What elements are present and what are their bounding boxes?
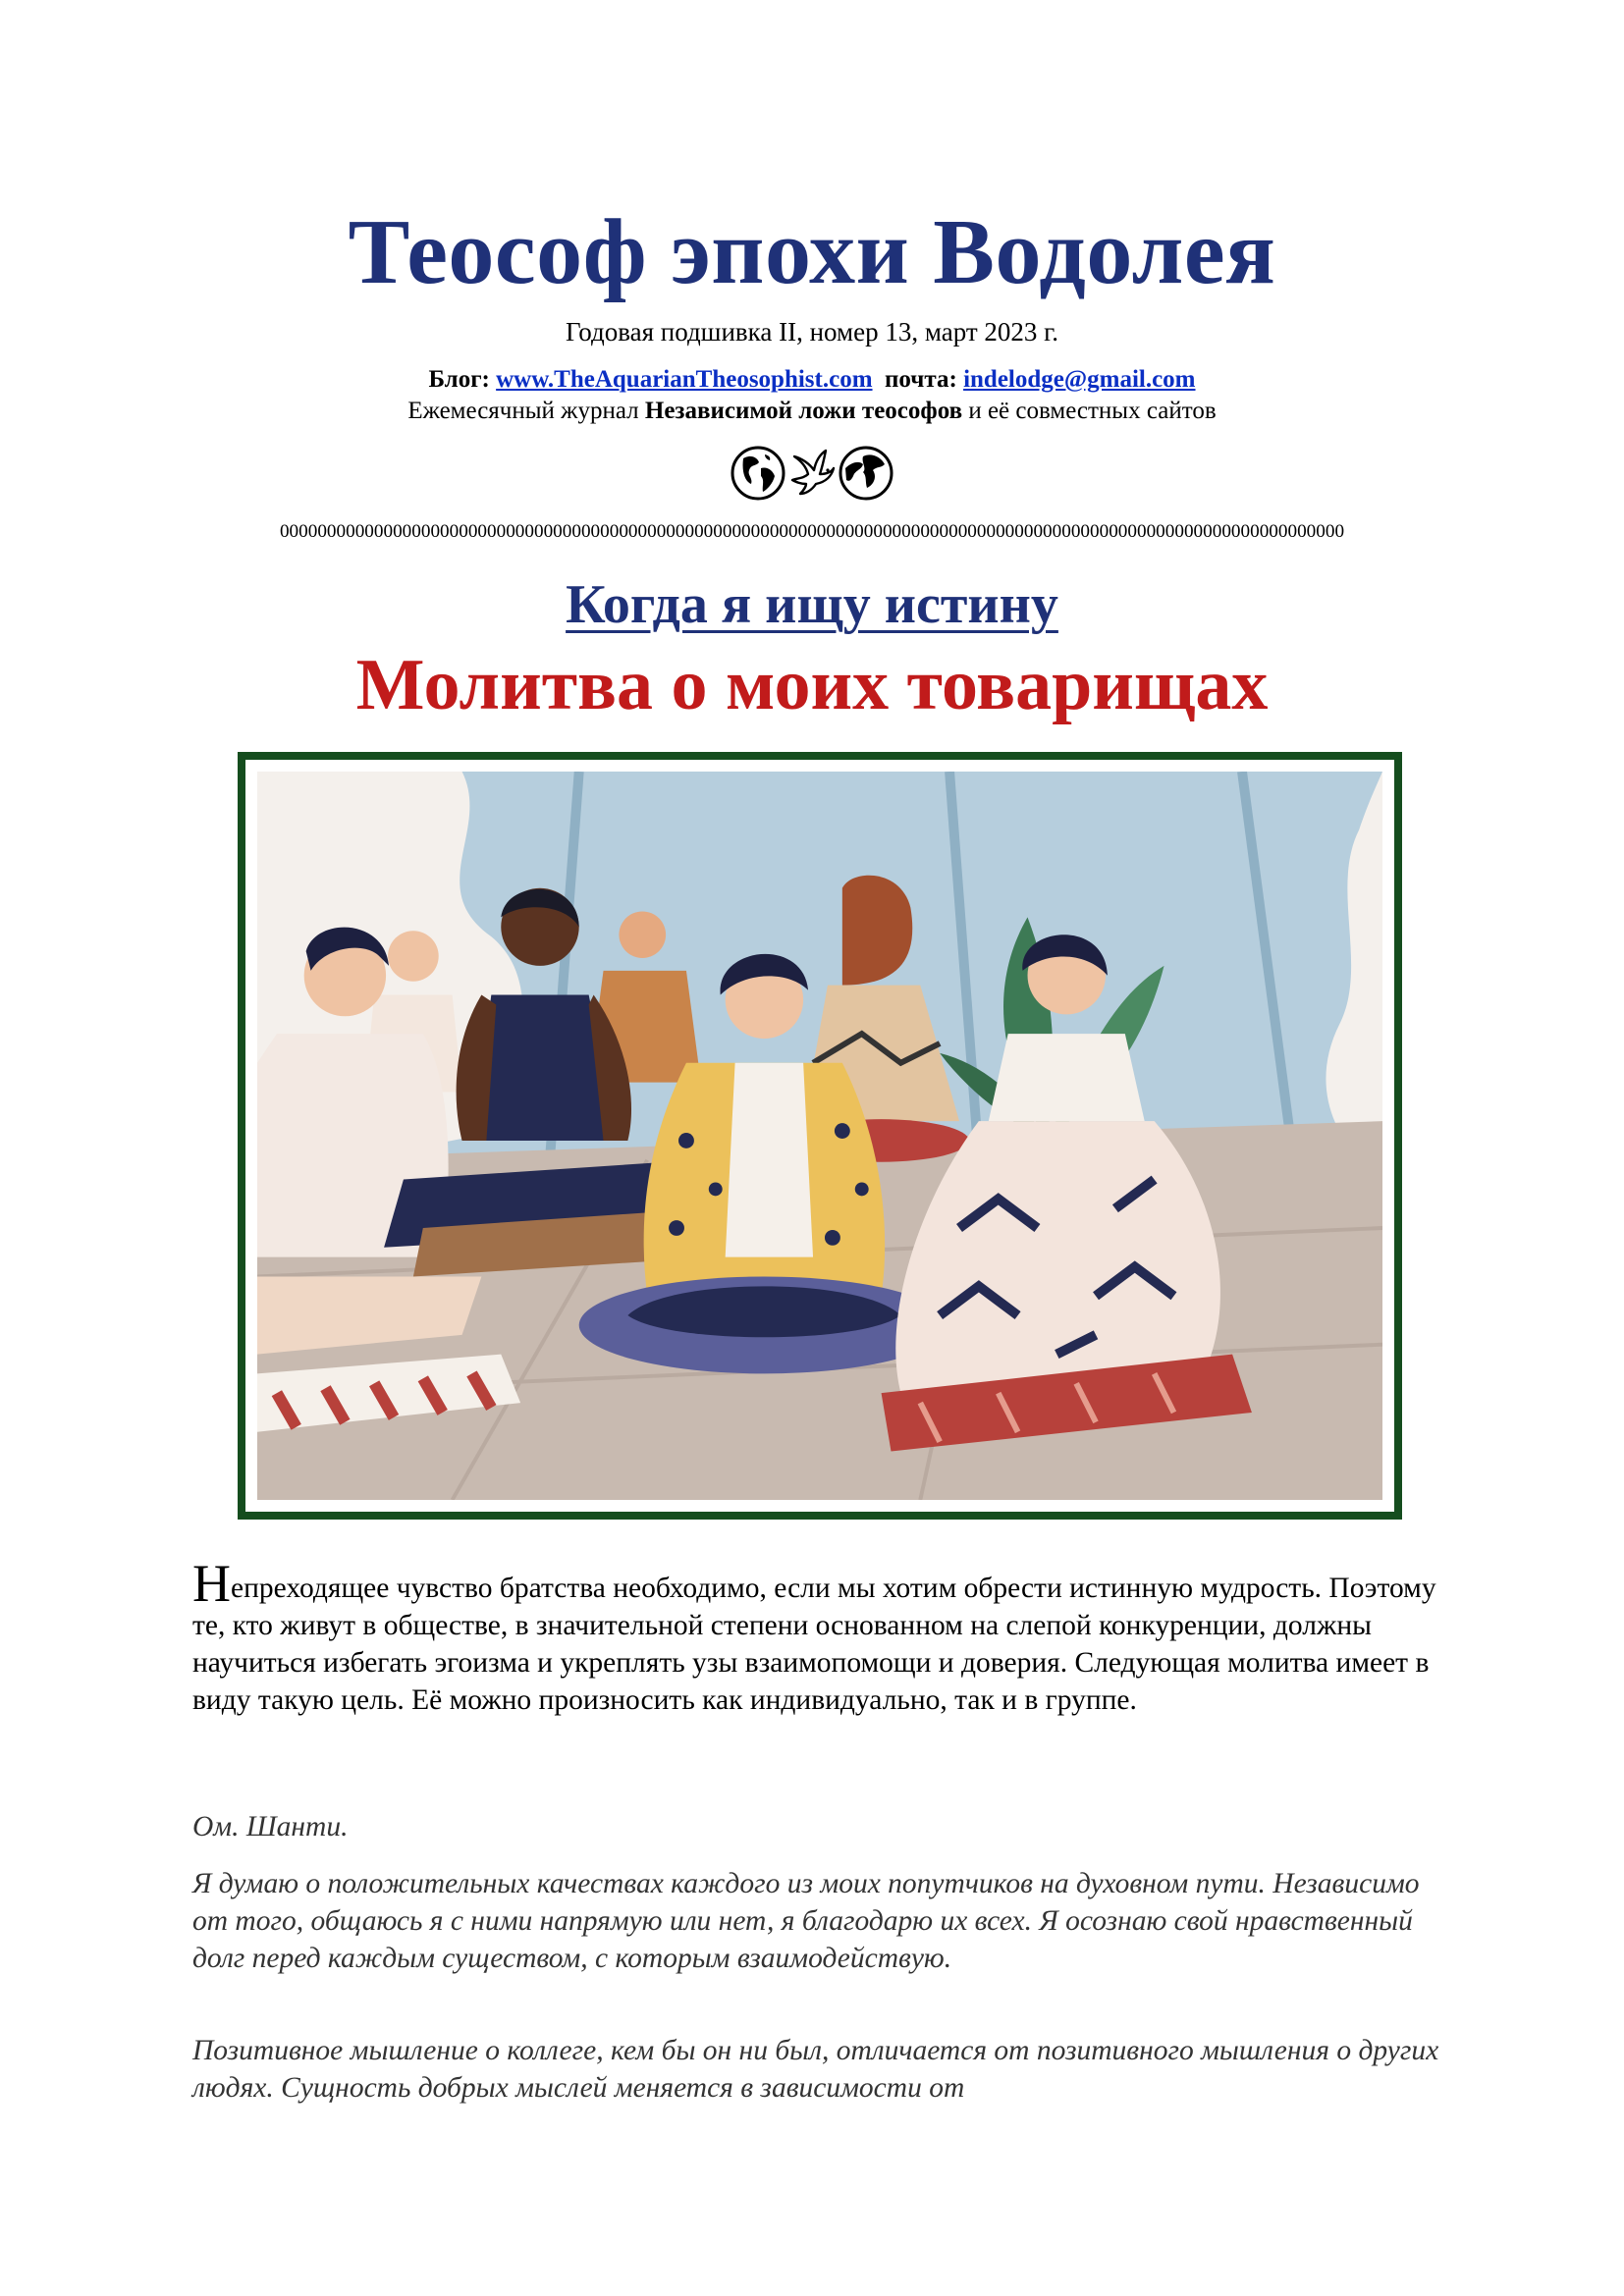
drop-cap: Н [192, 1554, 231, 1613]
section-title: Когда я ищу истину [566, 574, 1058, 635]
dove-icon [786, 445, 838, 502]
tagline-bold: Независимой ложи теософов [644, 398, 963, 424]
intro-text: епреходящее чувство братства необходимо, если мы хотим обрести истинную мудрость. Поэтому те, кто живут в обществе, в значительной степени основанном на слепой конкуренции, должны научиться избегать эгоизма и укреплять узы взаимопомощи и доверия. Следующая молитва имеет в виду такую цель. Её можно произносить как индивидуально, так и в группе. [192, 1573, 1436, 1716]
om-line: Ом. Шанти. [192, 1811, 349, 1842]
mail-link[interactable]: indelodge@gmail.com [963, 366, 1196, 393]
group-meditation-illustration [238, 752, 1402, 1520]
mail-label: почта: [885, 366, 957, 393]
separator-line: 00000000000000000000000000000000000000000000000000000000000000000000000000000000000000000000000000000000000000000 [279, 521, 1345, 542]
prayer-paragraph-1: Я думаю о положительных качествах каждого из моих попутчиков на духовном пути. Независимо от того, общаюсь я с ними напрямую или нет, я благодарю их всех. Я осознаю свой нравственный долг перед каждым существом, с которым взаимодействую. [192, 1868, 1420, 1974]
tagline [0, 397, 1624, 426]
blog-label: Блог: [428, 366, 490, 393]
blog-link[interactable]: www.TheAquarianTheosophist.com [496, 366, 873, 393]
symbols-row [0, 444, 1624, 503]
globe-icon [730, 445, 786, 502]
article-title: Молитва о моих товарищах [355, 645, 1269, 725]
tagline-suffix: и её совместных сайтов [968, 398, 1217, 424]
journal-title: Теософ эпохи Водолея [348, 201, 1276, 303]
prayer-paragraph-2: Позитивное мышление о коллеге, кем бы он ни был, отличается от позитивного мышления о других людях. Сущность добрых мыслей меняется в зависимости от [192, 2035, 1439, 2104]
globe-icon [838, 445, 894, 502]
issue-line: Годовая подшивка II, номер 13, март 2023 г. [566, 317, 1058, 347]
contact-line [0, 365, 1624, 395]
intro-paragraph [192, 1554, 1459, 1719]
tagline-prefix: Ежемесячный журнал [407, 398, 639, 424]
